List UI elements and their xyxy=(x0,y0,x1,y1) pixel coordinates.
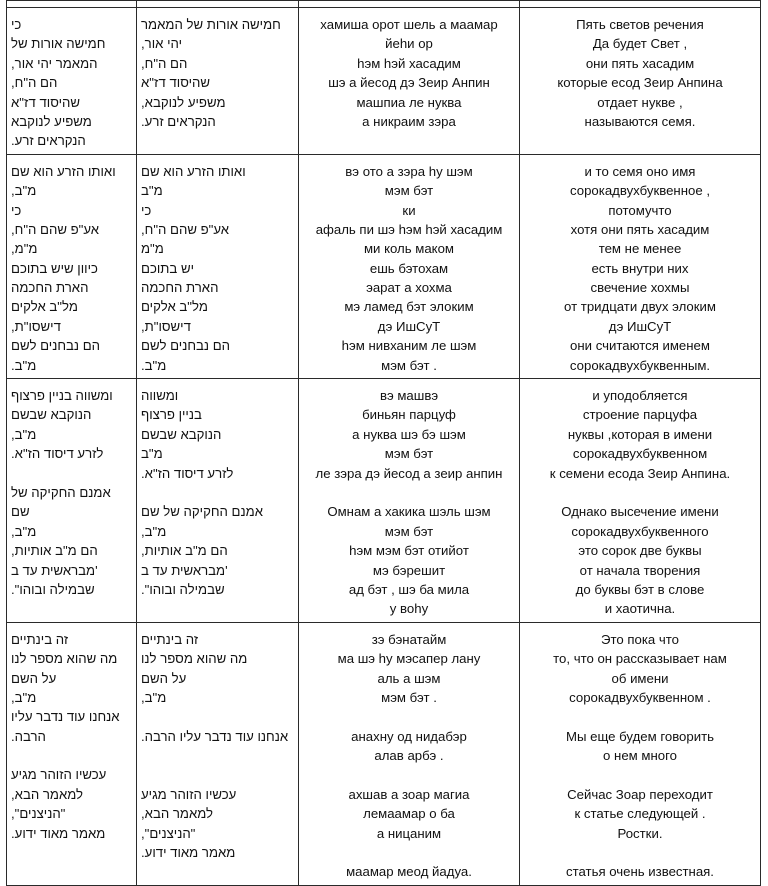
text-line: Это пока что xyxy=(601,631,679,647)
text-line: עכשיו הזוהר מגיע xyxy=(11,767,107,783)
text-line: כי xyxy=(11,17,22,32)
text-line: мэм бэт . xyxy=(381,357,437,373)
text-line: שבמילה ובוהו". xyxy=(11,581,95,597)
russian-translation-cell xyxy=(520,622,761,885)
text-line: шэ а йесод дэ Зеир Анпин xyxy=(328,75,490,91)
text-line: ואותו הזרע הוא שם xyxy=(11,163,116,179)
text-line: мэм бэт xyxy=(384,523,434,539)
text-line: אמנם החקיקה של שם xyxy=(141,504,263,520)
text-line: הם ה"ח, xyxy=(141,55,188,71)
text-line: они считаются именем xyxy=(570,338,710,354)
text-line: и то семя оно имя xyxy=(584,163,696,179)
text-line: мэм бэт xyxy=(384,446,434,462)
text-line: а нуква шэ бэ шэм xyxy=(352,426,466,442)
transliteration-cell xyxy=(299,154,520,378)
text-line: שם xyxy=(11,504,30,520)
text-line: сорокадвухбуквенном xyxy=(572,446,708,462)
text-line: есть внутри них xyxy=(591,260,689,276)
text-line: маамар меод йадуа. xyxy=(346,864,472,880)
text-line: Пять светов речения xyxy=(576,17,704,32)
hebrew-original-cell xyxy=(7,379,137,623)
text-line: эарат а хохма xyxy=(366,280,452,296)
text-line: אע"פ שהם ה"ח, xyxy=(141,221,230,237)
table-body xyxy=(7,1,761,886)
text-line: יש בתוכם xyxy=(141,260,195,276)
text-line: הם מ"ב אותיות, xyxy=(11,543,98,559)
text-line: анахну од нидабэр xyxy=(351,728,467,744)
text-line xyxy=(303,707,515,726)
text-line: вэ ото а зэра hу шэм xyxy=(345,163,473,179)
text-line: ומשווה בניין פרצוף xyxy=(11,388,113,404)
text-line: нуквы ,которая в имени xyxy=(567,426,713,442)
text-line: מ"ב, xyxy=(141,523,167,539)
text-line: בניין פרצוף xyxy=(141,407,202,423)
text-line: отдает нукве , xyxy=(597,94,683,110)
table-top-edge-row xyxy=(7,1,761,8)
transliteration-cell xyxy=(299,379,520,623)
text-line: הם נבחנים לשם xyxy=(11,338,100,354)
top-edge-cell xyxy=(520,1,761,8)
text-line: Мы еще будем говорить xyxy=(566,728,714,744)
text-line: это сорок две буквы xyxy=(578,543,702,559)
hebrew-edited-cell xyxy=(137,622,299,885)
text-line: הנוקבא שבשם xyxy=(141,426,222,442)
text-line: חמישה אורות של המאמר xyxy=(141,17,281,32)
text-line: מ"ב, xyxy=(11,183,37,199)
text-line: ад бэт , шэ ба мила xyxy=(348,581,470,597)
text-line: а ницаним xyxy=(376,825,442,841)
text-line: כי xyxy=(141,202,152,218)
text-line: афаль пи шэ hэм hэй хасадим xyxy=(315,221,503,237)
text-line: יהי אור, xyxy=(141,36,183,52)
text-line: על השם xyxy=(141,670,187,686)
text-line: хамиша орот шель а маамар xyxy=(320,17,498,32)
text-line: אנחנו עוד נדבר עליו xyxy=(11,709,120,725)
text-line: о нем много xyxy=(603,748,677,764)
text-line: משפיע לנוקבא xyxy=(11,113,92,129)
text-line: מ"ב, xyxy=(141,689,167,705)
text-line: מ"ב, xyxy=(11,426,37,442)
text-line: מ"מ xyxy=(141,241,164,257)
text-line: ואותו הזרע הוא שם xyxy=(141,163,246,179)
text-line: ומשווה xyxy=(141,388,179,404)
text-line: חמישה אורות של xyxy=(11,36,106,52)
text-line: и уподобляется xyxy=(592,388,688,404)
text-line: об имени xyxy=(611,670,669,686)
text-line: מה שהוא מספר לנו xyxy=(11,651,118,667)
text-line: мэ ламед бэт элоким xyxy=(344,299,474,315)
text-line: אמנם החקיקה של xyxy=(11,484,111,500)
text-line xyxy=(524,765,756,784)
text-line: а никраим зэра xyxy=(362,113,456,129)
text-line: лемаамар о ба xyxy=(363,806,455,822)
top-edge-cell xyxy=(7,1,137,8)
text-line: מל"ב אלקים xyxy=(141,299,208,315)
document-page xyxy=(6,0,760,886)
text-line xyxy=(524,843,756,862)
text-line: לזרע דיסוד הז"א. xyxy=(141,465,234,481)
text-line: сорокадвухбуквенном . xyxy=(569,689,711,705)
text-line: зэ бэнатайм xyxy=(371,631,447,647)
russian-translation-cell xyxy=(520,379,761,623)
text-line: עכשיו הזוהר מגיע xyxy=(141,786,237,802)
text-line: אע"פ שהם ה"ח, xyxy=(11,221,100,237)
hebrew-original-cell xyxy=(7,154,137,378)
hebrew-edited-cell xyxy=(137,8,299,155)
text-line: аль а шэм xyxy=(377,670,441,686)
text-line: называются семя. xyxy=(584,113,696,129)
text-line: строение парцуфа xyxy=(582,407,698,423)
text-line: сорокадвухбуквенным. xyxy=(569,357,711,373)
text-line: מ"מ, xyxy=(11,241,38,257)
text-line: "הניצנים", xyxy=(11,806,66,822)
transliteration-cell xyxy=(299,8,520,155)
text-line: 'מבראשית עד ב xyxy=(11,562,98,578)
table-row xyxy=(7,154,761,378)
text-line: הנקראים זרע. xyxy=(141,113,216,129)
text-line: тем не менее xyxy=(598,241,682,257)
top-edge-cell xyxy=(137,1,299,8)
text-line: מה שהוא מספר לנו xyxy=(141,651,248,667)
russian-translation-cell xyxy=(520,154,761,378)
text-line: от начала творения xyxy=(579,562,701,578)
text-line: מאמר מאוד ידוע. xyxy=(141,845,236,861)
text-line: Да будет Свет , xyxy=(592,36,688,52)
text-line: הם ה"ח, xyxy=(11,75,58,91)
text-line: כי xyxy=(11,202,22,218)
top-edge-cell xyxy=(299,1,520,8)
text-line xyxy=(524,483,756,502)
text-line xyxy=(303,765,515,784)
text-line: у воhу xyxy=(389,601,429,617)
text-line: המאמר יהי אור, xyxy=(11,55,98,71)
text-line: מאמר מאוד ידוע. xyxy=(11,825,106,841)
text-line: שבמילה ובוהו". xyxy=(141,581,225,597)
hebrew-edited-cell xyxy=(137,154,299,378)
text-line: אנחנו עוד נדבר עליו הרבה. xyxy=(141,728,289,744)
text-line xyxy=(141,483,294,502)
text-line xyxy=(11,464,132,483)
text-line: дэ ИшСуТ xyxy=(377,318,441,334)
text-line: к статье следующей . xyxy=(574,806,706,822)
text-line: דישסו"ת, xyxy=(11,318,61,334)
text-line: Ростки. xyxy=(617,825,663,841)
text-line: מ"ב, xyxy=(11,689,37,705)
text-line: статья очень известная. xyxy=(566,864,714,880)
text-line: ми коль маком xyxy=(363,241,454,257)
text-line: מ"ב, xyxy=(11,523,37,539)
text-line: ле зэра дэ йесод а зеир анпин xyxy=(315,465,503,481)
text-line: "הניצנים", xyxy=(141,825,196,841)
text-line: они пять хасадим xyxy=(585,55,695,71)
text-line: ахшав а зоар магиа xyxy=(348,786,470,802)
text-line: 'מבראשית עד ב xyxy=(141,562,228,578)
text-line: ма шэ hу мэсапер лану xyxy=(337,651,481,667)
text-line: hэм нивханим ле шэм xyxy=(341,338,477,354)
text-line: алав арбэ . xyxy=(374,748,444,764)
text-line: למאמר הבא, xyxy=(141,806,214,822)
text-line: שהיסוד דז"א xyxy=(141,75,210,91)
text-line: к семени есода Зеир Анпина. xyxy=(549,465,731,481)
text-line: и хаотична. xyxy=(604,601,676,617)
text-line: הם נבחנים לשם xyxy=(141,338,230,354)
text-line: сорокадвухбуквенное , xyxy=(570,183,710,199)
text-line: от тридцати двух элоким xyxy=(564,299,716,315)
text-line: сорокадвухбуквенного xyxy=(571,523,709,539)
text-line: хотя они пять хасадим xyxy=(570,221,710,237)
text-line: למאמר הבא, xyxy=(11,786,84,802)
text-line: свечение хохмы xyxy=(590,280,690,296)
text-line xyxy=(141,746,294,765)
text-line: הנוקבא שבשם xyxy=(11,407,92,423)
text-line: הארת החכמה xyxy=(141,280,219,296)
text-line: משפיע לנוקבא, xyxy=(141,94,226,110)
text-line xyxy=(11,746,132,765)
text-line: זה בינתיים xyxy=(11,631,69,647)
hebrew-original-cell xyxy=(7,622,137,885)
text-line: לזרע דיסוד הז"א. xyxy=(11,446,104,462)
table-row xyxy=(7,8,761,155)
text-line xyxy=(141,765,294,784)
text-line: до буквы бэт в слове xyxy=(575,581,705,597)
text-line: машпиа ле нуква xyxy=(356,94,462,110)
text-line: ки xyxy=(402,202,416,218)
text-line xyxy=(303,483,515,502)
translation-table xyxy=(6,0,761,886)
text-line: הארת החכמה xyxy=(11,280,89,296)
text-line: Омнам а хакика шэль шэм xyxy=(327,504,491,520)
text-line: ешь бэтохам xyxy=(369,260,449,276)
text-line: Однако высечение имени xyxy=(561,504,719,520)
text-line: мэм бэт . xyxy=(381,689,437,705)
text-line: מ"ב. xyxy=(141,357,167,373)
table-row xyxy=(7,622,761,885)
text-line: על השם xyxy=(11,670,57,686)
text-line: hэм hэй хасадим xyxy=(357,55,461,71)
hebrew-edited-cell xyxy=(137,379,299,623)
russian-translation-cell xyxy=(520,8,761,155)
text-line: הם מ"ב אותיות, xyxy=(141,543,228,559)
text-line: йеhи ор xyxy=(385,36,433,52)
transliteration-cell xyxy=(299,622,520,885)
text-line: дэ ИшСуТ xyxy=(608,318,672,334)
text-line: מ"ב xyxy=(141,183,163,199)
text-line: שהיסוד דז"א xyxy=(11,94,80,110)
text-line: מ"ב. xyxy=(11,357,37,373)
text-line: כיוון שיש בתוכם xyxy=(11,260,98,276)
text-line: הנקראים זרע. xyxy=(11,133,86,149)
table-row xyxy=(7,379,761,623)
text-line xyxy=(141,707,294,726)
text-line: Сейчас Зоар переходит xyxy=(567,786,713,802)
text-line: которые есод Зеир Анпина xyxy=(557,75,723,91)
text-line: мэ бэрешит xyxy=(372,562,446,578)
text-line: hэм мэм бэт отийот xyxy=(349,543,469,559)
text-line xyxy=(303,843,515,862)
text-line xyxy=(524,707,756,726)
text-line: דישסו"ת, xyxy=(141,318,191,334)
text-line: мэм бэт xyxy=(384,183,434,199)
text-line: הרבה. xyxy=(11,728,46,744)
text-line: биньян парцуф xyxy=(362,407,456,423)
text-line: вэ машвэ xyxy=(379,388,439,404)
text-line: זה בינתיים xyxy=(141,631,199,647)
text-line: потомучто xyxy=(608,202,672,218)
hebrew-original-cell xyxy=(7,8,137,155)
text-line: מ"ב xyxy=(141,446,163,462)
text-line: то, что он рассказывает нам xyxy=(553,651,727,667)
text-line: מל"ב אלקים xyxy=(11,299,78,315)
